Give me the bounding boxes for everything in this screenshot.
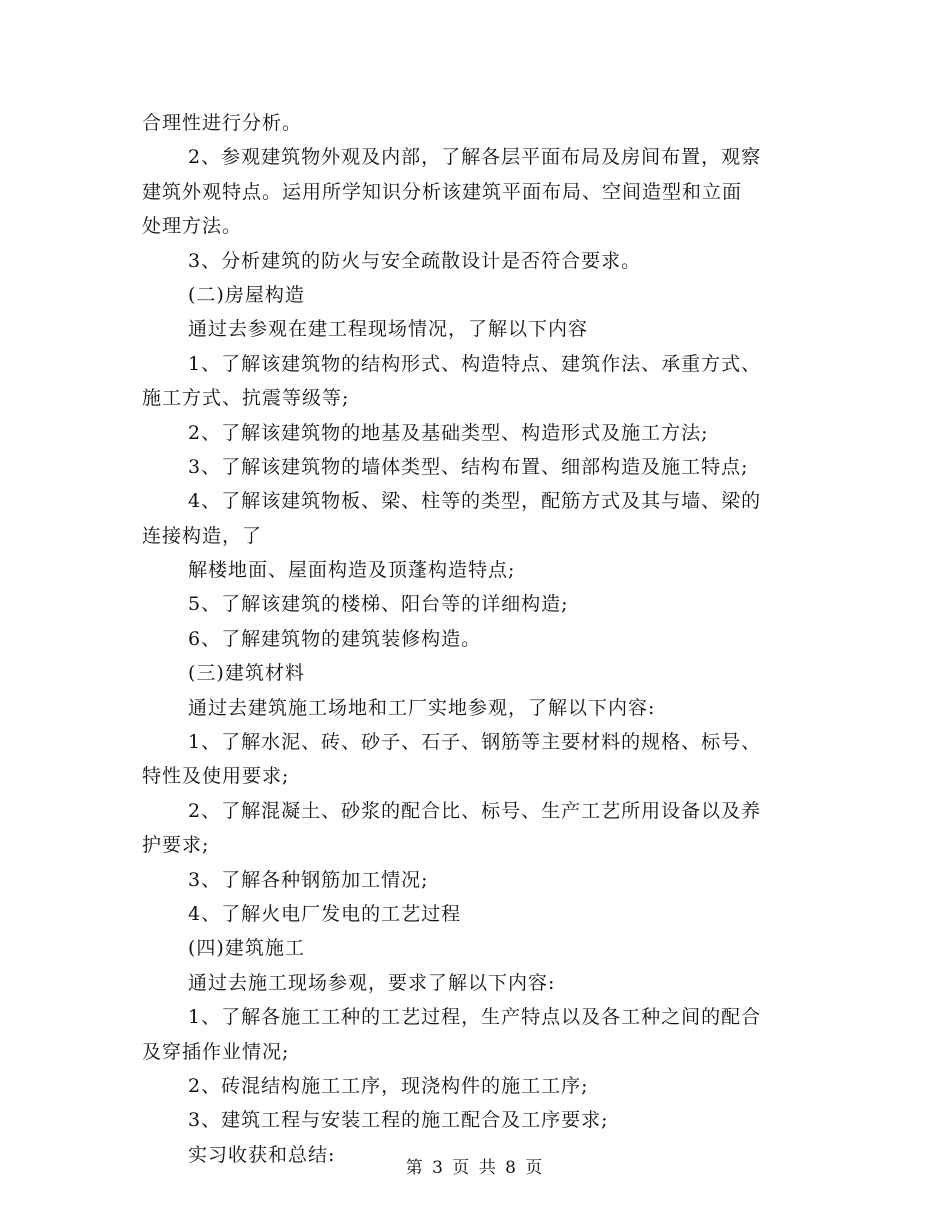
paragraph-line: 4、了解火电厂发电的工艺过程 xyxy=(188,902,462,925)
paragraph-line: 施工方式、抗震等级等; xyxy=(142,387,350,410)
paragraph-line: 2、参观建筑物外观及内部，了解各层平面布局及房间布置，观察 xyxy=(188,146,762,169)
paragraph-line: 连接构造，了 xyxy=(142,524,263,547)
document-body xyxy=(142,106,817,1172)
section-heading: (三)建筑材料 xyxy=(188,662,305,685)
paragraph-line: 通过去建筑施工场地和工厂实地参观，了解以下内容: xyxy=(188,696,656,719)
paragraph-line: 解楼地面、屋面构造及顶蓬构造特点; xyxy=(188,559,516,582)
paragraph-line: 护要求; xyxy=(142,834,210,857)
paragraph-line: 实习收获和总结: xyxy=(188,1143,336,1166)
paragraph-line: 3、建筑工程与安装工程的施工配合及工序要求; xyxy=(188,1109,609,1132)
paragraph-line: 特性及使用要求; xyxy=(142,765,290,788)
paragraph-line: 3、了解该建筑物的墙体类型、结构布置、细部构造及施工特点; xyxy=(188,455,749,478)
paragraph-line: 处理方法。 xyxy=(142,215,243,238)
paragraph-line: 通过去施工现场参观，要求了解以下内容: xyxy=(188,971,556,994)
section-heading: (四)建筑施工 xyxy=(188,937,305,960)
paragraph-line: 1、了解该建筑物的结构形式、构造特点、建筑作法、承重方式、 xyxy=(188,352,762,375)
paragraph-line: 通过去参观在建工程现场情况，了解以下内容 xyxy=(188,318,589,341)
paragraph-line: 1、了解水泥、砖、砂子、石子、钢筋等主要材料的规格、标号、 xyxy=(188,731,762,754)
paragraph-line: 4、了解该建筑物板、梁、柱等的类型，配筋方式及其与墙、梁的 xyxy=(188,490,762,513)
paragraph-line: 5、了解该建筑的楼梯、阳台等的详细构造; xyxy=(188,593,569,616)
paragraph-line: 及穿插作业情况; xyxy=(142,1040,290,1063)
paragraph-line: 2、了解混凝土、砂浆的配合比、标号、生产工艺所用设备以及养 xyxy=(188,799,762,822)
paragraph-line: 2、了解该建筑物的地基及基础类型、构造形式及施工方法; xyxy=(188,421,709,444)
paragraph-line: 3、了解各种钢筋加工情况; xyxy=(188,868,429,891)
paragraph-line: 6、了解建筑物的建筑装修构造。 xyxy=(188,627,482,650)
paragraph-line: 合理性进行分析。 xyxy=(142,112,303,134)
paragraph-line: 1、了解各施工工种的工艺过程，生产特点以及各工种之间的配合 xyxy=(188,1006,762,1029)
section-heading: (二)房屋构造 xyxy=(188,283,305,306)
paragraph-line: 2、砖混结构施工工序，现浇构件的施工工序; xyxy=(188,1074,589,1097)
paragraph-line: 3、分析建筑的防火与安全疏散设计是否符合要求。 xyxy=(188,249,642,272)
paragraph-line: 建筑外观特点。运用所学知识分析该建筑平面布局、空间造型和立面 xyxy=(142,180,743,203)
page-number-footer: 第 3 页 共 8 页 xyxy=(405,1158,545,1178)
